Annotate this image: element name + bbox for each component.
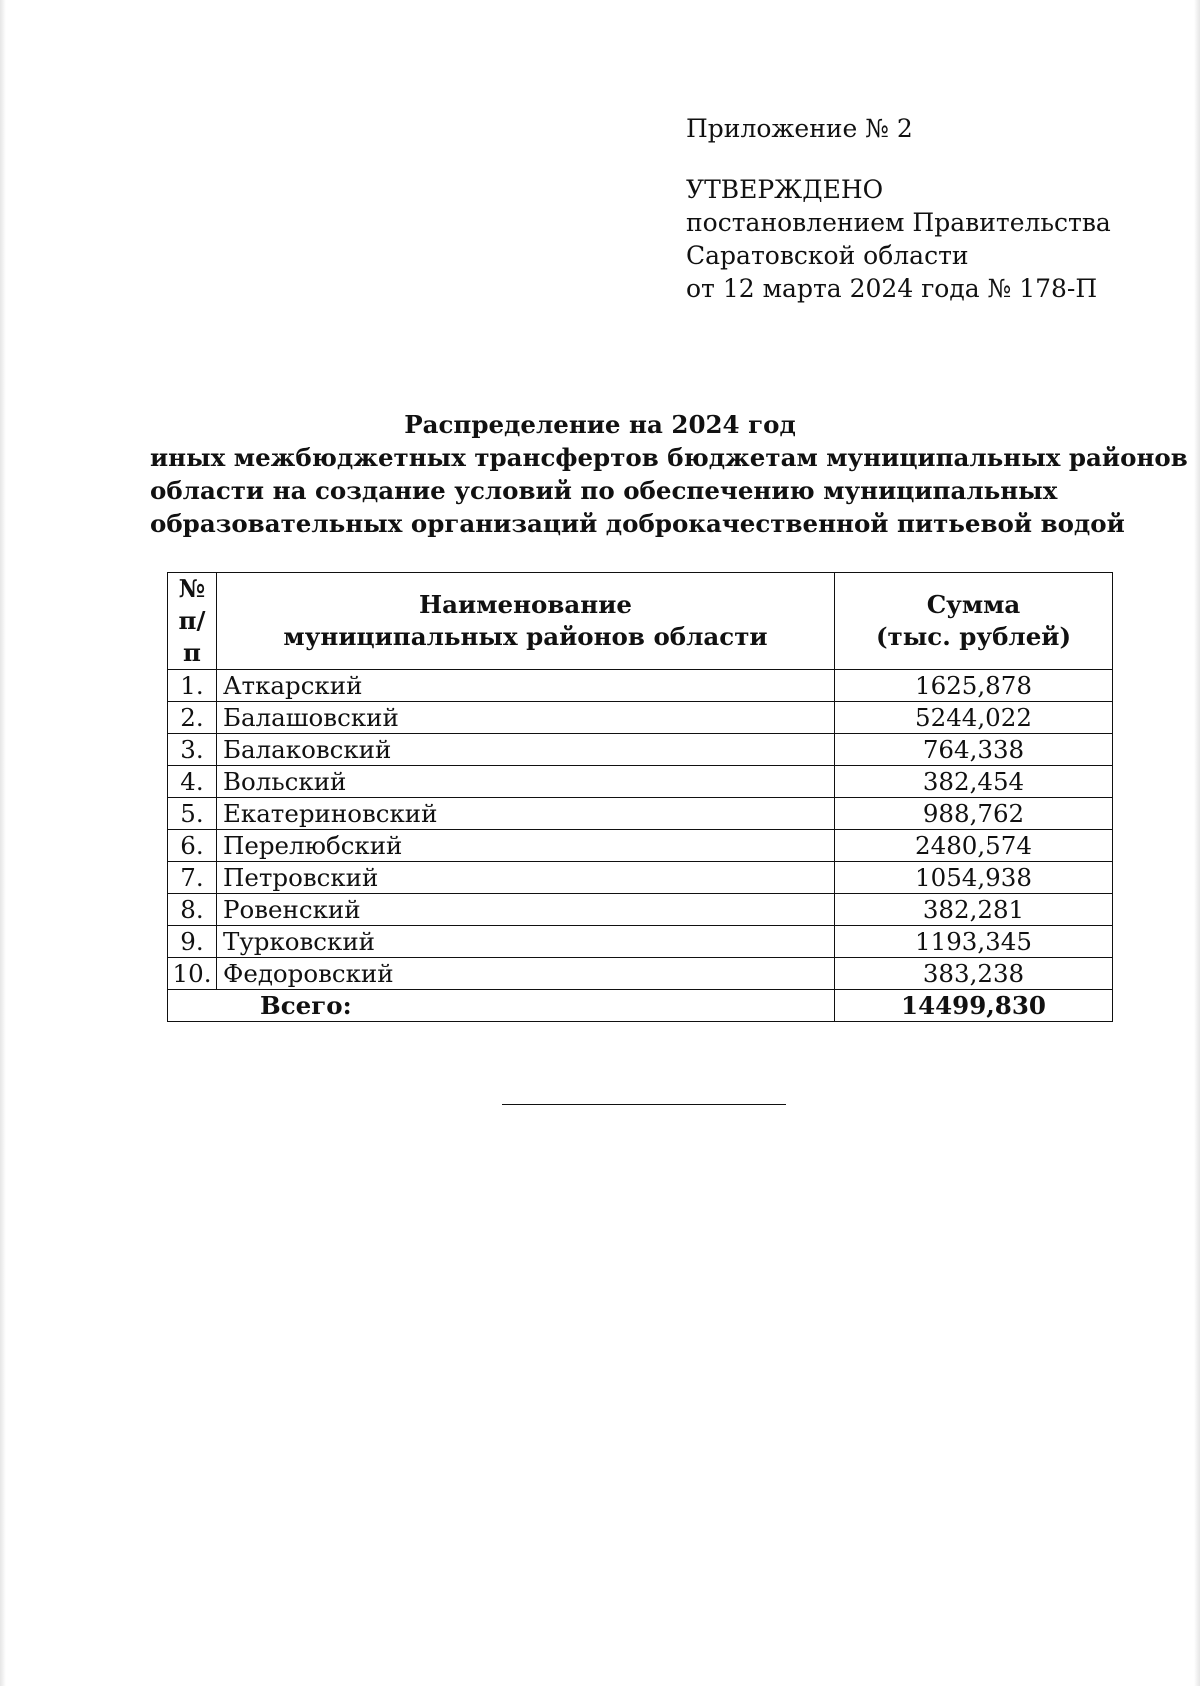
total-sum: 14499,830	[835, 990, 1113, 1022]
row-sum: 1193,345	[835, 926, 1113, 958]
row-sum: 988,762	[835, 798, 1113, 830]
row-sum: 2480,574	[835, 830, 1113, 862]
header-sum-line1: Сумма	[926, 590, 1021, 619]
row-district-name: Петровский	[217, 862, 835, 894]
header-name-line2: муниципальных районов области	[283, 622, 768, 651]
approved-by-line2: Саратовской области	[686, 241, 969, 270]
row-district-name: Балаковский	[217, 734, 835, 766]
row-district-name: Екатериновский	[217, 798, 835, 830]
row-district-name: Перелюбский	[217, 830, 835, 862]
row-district-name: Ровенский	[217, 894, 835, 926]
header-number	[168, 573, 217, 670]
row-sum: 1625,878	[835, 670, 1113, 702]
row-district-name: Аткарский	[217, 670, 835, 702]
table-row	[168, 926, 1113, 958]
table-total-row	[168, 990, 1113, 1022]
table-row	[168, 702, 1113, 734]
row-number: 8.	[168, 894, 217, 926]
table-row	[168, 766, 1113, 798]
approved-label: УТВЕРЖДЕНО	[686, 175, 884, 204]
row-sum: 5244,022	[835, 702, 1113, 734]
title-line-1: Распределение на 2024 год	[404, 410, 796, 439]
table-row	[168, 862, 1113, 894]
title-line-2: иных межбюджетных трансфертов бюджетам муниципальных районов	[150, 443, 1188, 472]
scan-edge-right	[1194, 0, 1200, 1686]
scan-edge-left	[0, 0, 6, 1686]
table-row	[168, 734, 1113, 766]
title-line-4: образовательных организаций доброкачественной питьевой водой	[150, 509, 1125, 538]
table-header-row	[168, 573, 1113, 670]
row-district-name: Вольский	[217, 766, 835, 798]
approval-block	[686, 112, 1111, 305]
row-number: 4.	[168, 766, 217, 798]
row-sum: 1054,938	[835, 862, 1113, 894]
row-number: 1.	[168, 670, 217, 702]
header-sum-line2: (тыс. рублей)	[875, 622, 1072, 651]
header-number-line2: п/п	[178, 606, 206, 667]
table-row	[168, 798, 1113, 830]
document-title	[150, 408, 1188, 540]
table-row	[168, 830, 1113, 862]
approved-by-line1: постановлением Правительства	[686, 208, 1111, 237]
row-district-name: Федоровский	[217, 958, 835, 990]
closing-rule	[502, 1104, 786, 1105]
row-number: 9.	[168, 926, 217, 958]
annex-label: Приложение № 2	[686, 114, 913, 143]
table-row	[168, 670, 1113, 702]
header-name-line1: Наименование	[419, 590, 632, 619]
row-number: 3.	[168, 734, 217, 766]
distribution-table	[167, 572, 1113, 1022]
row-sum: 383,238	[835, 958, 1113, 990]
row-sum: 764,338	[835, 734, 1113, 766]
table-row	[168, 958, 1113, 990]
row-number: 7.	[168, 862, 217, 894]
header-number-line1: №	[178, 574, 206, 603]
row-sum: 382,454	[835, 766, 1113, 798]
table-row	[168, 894, 1113, 926]
row-district-name: Турковский	[217, 926, 835, 958]
row-district-name: Балашовский	[217, 702, 835, 734]
row-sum: 382,281	[835, 894, 1113, 926]
total-label: Всего:	[168, 990, 835, 1022]
row-number: 10.	[168, 958, 217, 990]
row-number: 5.	[168, 798, 217, 830]
approval-date-number: от 12 марта 2024 года № 178-П	[686, 274, 1098, 303]
header-sum	[835, 573, 1113, 670]
row-number: 2.	[168, 702, 217, 734]
header-name	[217, 573, 835, 670]
row-number: 6.	[168, 830, 217, 862]
title-line-3: области на создание условий по обеспечению муниципальных	[150, 476, 1058, 505]
